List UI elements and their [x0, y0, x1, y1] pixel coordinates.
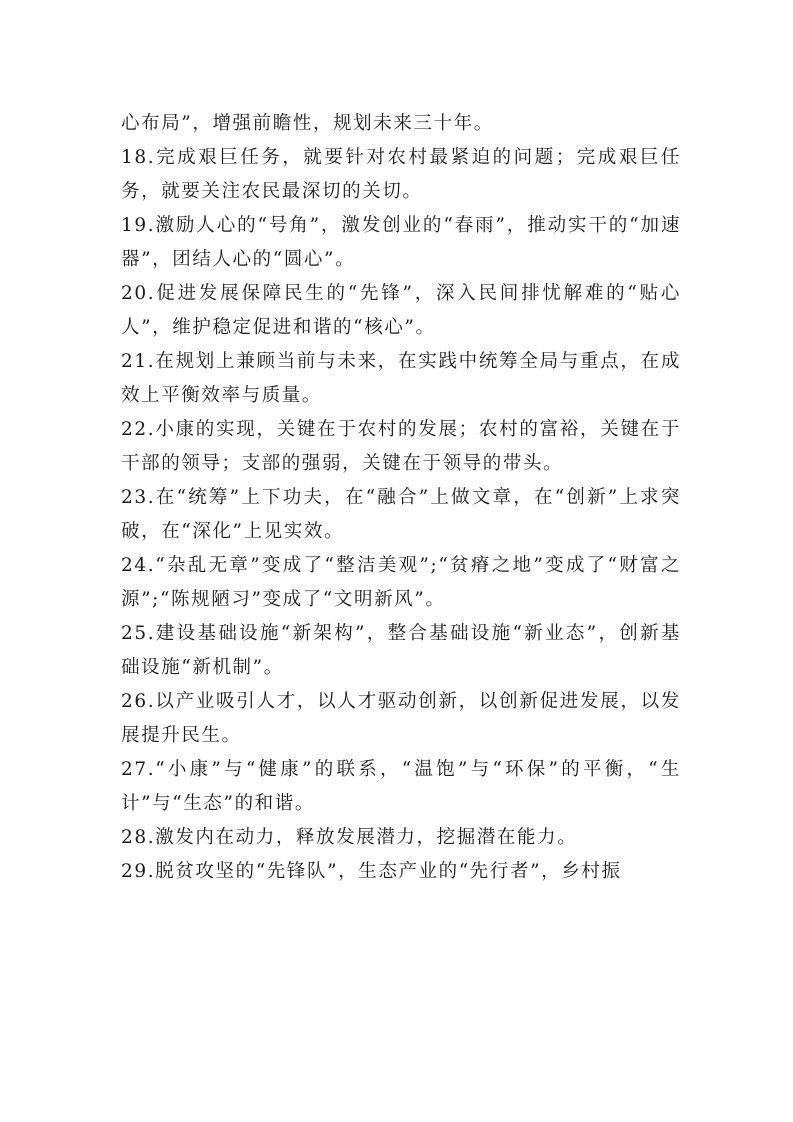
paragraph-25: 25.建设基础设施“新架构”，整合基础设施“新业态”，创新基础设施“新机制”。	[121, 623, 681, 678]
paragraph-continuation: 心布局”，增强前瞻性，规划未来三十年。	[121, 113, 494, 134]
paragraph-19: 19.激励人心的“号角”，激发创业的“春雨”，推动实干的“加速器”，团结人心的“圆心”。	[121, 215, 681, 270]
paragraph-20: 20.促进发展保障民生的“先锋”，深入民间排忧解难的“贴心人”，维护稳定促进和谐的“核心”。	[121, 283, 681, 338]
paragraph-21: 21.在规划上兼顾当前与未来，在实践中统筹全局与重点，在成效上平衡效率与质量。	[121, 351, 681, 406]
paragraph-26: 26.以产业吸引人才，以人才驱动创新，以创新促进发展，以发展提升民生。	[121, 691, 681, 746]
paragraph-23: 23.在“统筹”上下功夫，在“融合”上做文章，在“创新”上求突破，在“深化”上见实效。	[121, 487, 681, 542]
paragraph-24: 24.“杂乱无章”变成了“整洁美观”;“贫瘠之地”变成了“财富之源”;“陈规陋习”变成了“文明新风”。	[121, 555, 681, 610]
document-body	[121, 107, 681, 889]
paragraph-22: 22.小康的实现，关键在于农村的发展；农村的富裕，关键在于干部的领导；支部的强弱，关键在于领导的带头。	[121, 419, 681, 474]
paragraph-18: 18.完成艰巨任务，就要针对农村最紧迫的问题；完成艰巨任务，就要关注农民最深切的关切。	[121, 147, 681, 202]
paragraph-29: 29.脱贫攻坚的“先锋队”，生态产业的“先行者”，乡村振	[121, 861, 622, 882]
paragraph-28: 28.激发内在动力，释放发展潜力，挖掘潜在能力。	[121, 827, 578, 848]
paragraph-27: 27.“小康”与“健康”的联系，“温饱”与“环保”的平衡，“生计”与“生态”的和谐。	[121, 759, 681, 814]
